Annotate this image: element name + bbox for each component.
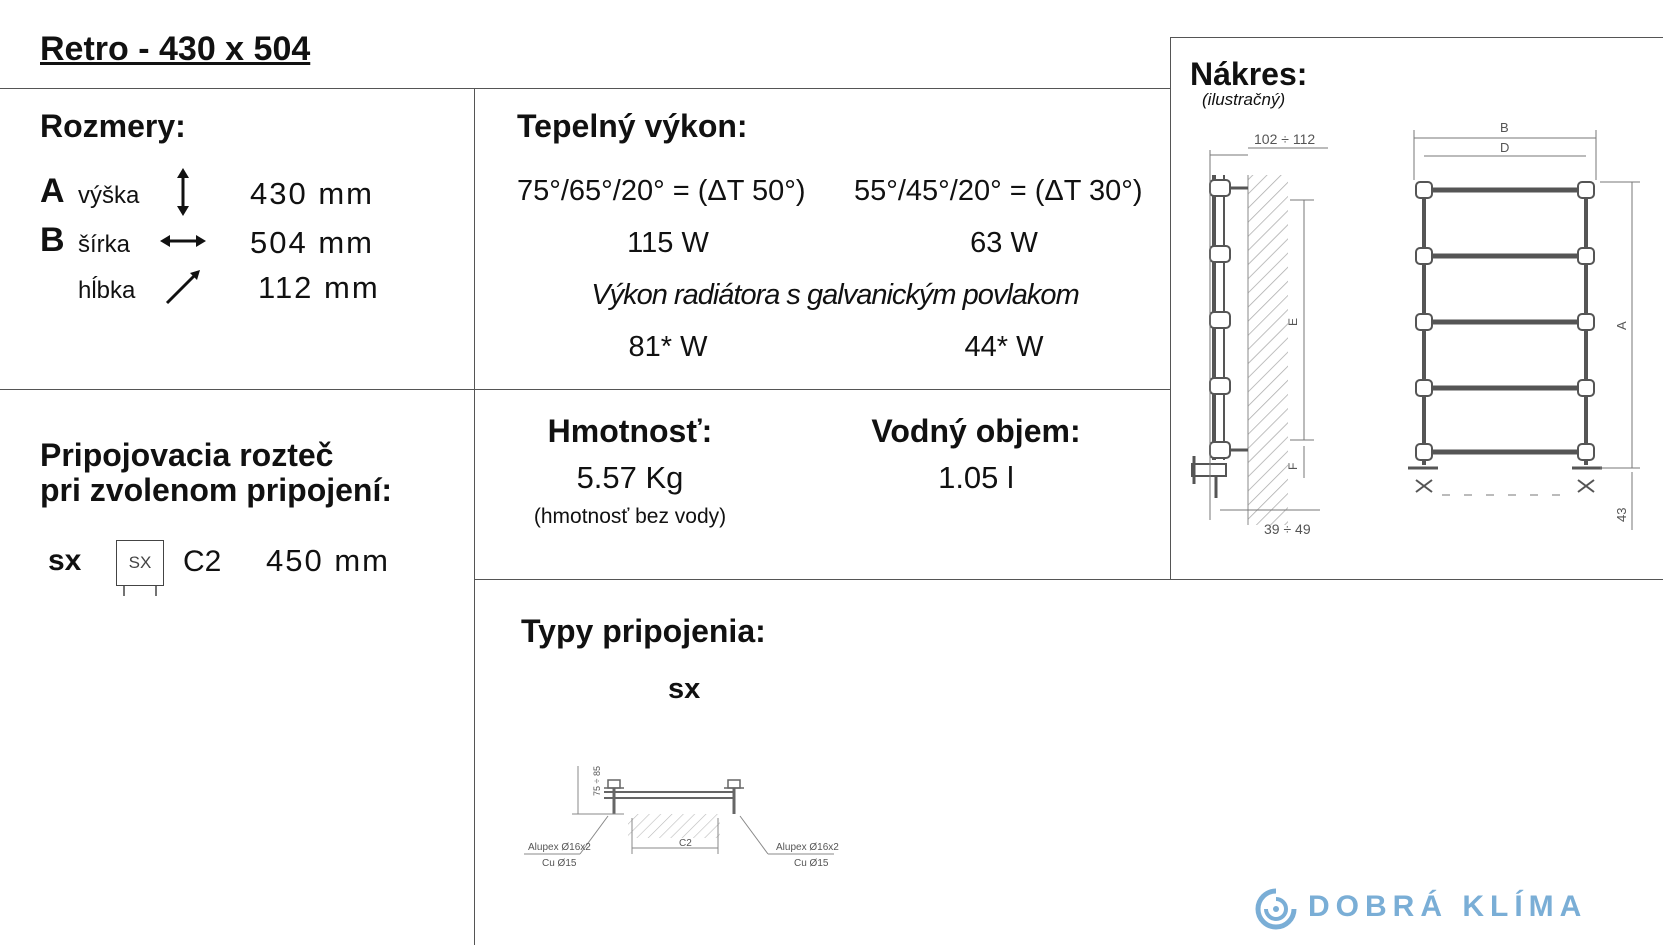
front-view <box>1408 120 1640 530</box>
dim-label-width: šírka <box>78 231 131 258</box>
water-heading: Vodný objem: <box>871 413 1081 449</box>
brand-name: DOBRÁ KLÍMA <box>1308 890 1588 923</box>
dim-label-height: výška <box>78 182 140 209</box>
weight-note: (hmotnosť bez vody) <box>533 505 727 528</box>
middle-row-rule <box>0 389 1170 390</box>
e-dimension-label: E <box>1286 317 1300 326</box>
sx-connection-drawing <box>524 758 844 878</box>
dim-value-height: 430 mm <box>250 176 374 211</box>
brand-logo-icon <box>1254 887 1298 931</box>
weight-value: 5.57 Kg <box>576 460 684 495</box>
galvanic-note: Výkon radiátora s galvanickým povlakom <box>591 279 1079 311</box>
c2-dimension-label: C2 <box>679 838 692 849</box>
thermal-col1-header: 75°/65°/20° = (ΔT 50°) <box>517 175 806 207</box>
thermal-heading: Tepelný výkon: <box>517 108 748 144</box>
weight-heading: Hmotnosť: <box>547 413 713 449</box>
water-value: 1.05 l <box>938 460 1014 495</box>
right-cu-label: Cu Ø15 <box>794 858 829 869</box>
sx-box-icon <box>116 540 164 586</box>
connection-code: sx <box>48 544 82 577</box>
dim-letter-b: B <box>40 221 65 259</box>
left-pipe-label: Alupex Ø16x2 <box>528 842 591 853</box>
dim-value-depth: 112 mm <box>258 270 380 305</box>
right-pipe-label: Alupex Ø16x2 <box>776 842 839 853</box>
title-underline-rule <box>0 88 1170 89</box>
connection-types-heading: Typy pripojenia: <box>521 613 766 649</box>
radiator-drawing <box>1180 120 1660 550</box>
offset-dimension-label: 43 <box>1614 507 1629 522</box>
d-dimension-label: D <box>1500 140 1510 155</box>
galvanic-col2-value: 44* W <box>964 331 1044 363</box>
horizontal-arrow-icon <box>160 232 206 250</box>
side-view <box>1192 131 1328 537</box>
depth-dimension-label: 102 ÷ 112 <box>1254 131 1316 147</box>
thermal-col2-header: 55°/45°/20° = (ΔT 30°) <box>854 175 1143 207</box>
b-dimension-label: B <box>1500 120 1509 135</box>
diagonal-arrow-icon <box>162 268 202 308</box>
height-dimension-label: 75 ÷ 85 <box>592 766 602 796</box>
galvanic-col1-value: 81* W <box>628 331 708 363</box>
lower-row-rule <box>474 579 1663 580</box>
vertical-arrow-icon <box>174 168 192 216</box>
wall-dimension-label: 39 ÷ 49 <box>1264 521 1311 537</box>
sx-box-label: SX <box>128 553 152 572</box>
dimensions-heading: Rozmery: <box>40 108 186 144</box>
a-dimension-label: A <box>1614 321 1629 330</box>
left-column-rule <box>474 88 475 945</box>
thermal-col2-value: 63 W <box>970 227 1038 259</box>
dim-value-width: 504 mm <box>250 225 374 260</box>
f-dimension-label: F <box>1286 462 1300 470</box>
c2-label: C2 <box>183 545 222 578</box>
page-title: Retro - 430 x 504 <box>40 30 311 68</box>
connection-spacing-heading-line1: Pripojovacia rozteč <box>40 437 334 473</box>
drawing-left-rule <box>1170 37 1171 580</box>
dim-letter-a: A <box>40 172 65 210</box>
thermal-col1-value: 115 W <box>627 227 709 259</box>
drawing-top-rule <box>1170 37 1663 38</box>
left-cu-label: Cu Ø15 <box>542 858 577 869</box>
sx-box-legs <box>116 586 164 598</box>
drawing-subheading: (ilustračný) <box>1202 90 1286 109</box>
connection-spacing-heading-line2: pri zvolenom pripojení: <box>40 472 393 508</box>
dim-label-depth: hĺbka <box>78 277 136 304</box>
connection-type-code: sx <box>668 673 701 705</box>
drawing-heading: Nákres: <box>1190 56 1308 92</box>
connection-spacing-value: 450 mm <box>266 543 390 578</box>
